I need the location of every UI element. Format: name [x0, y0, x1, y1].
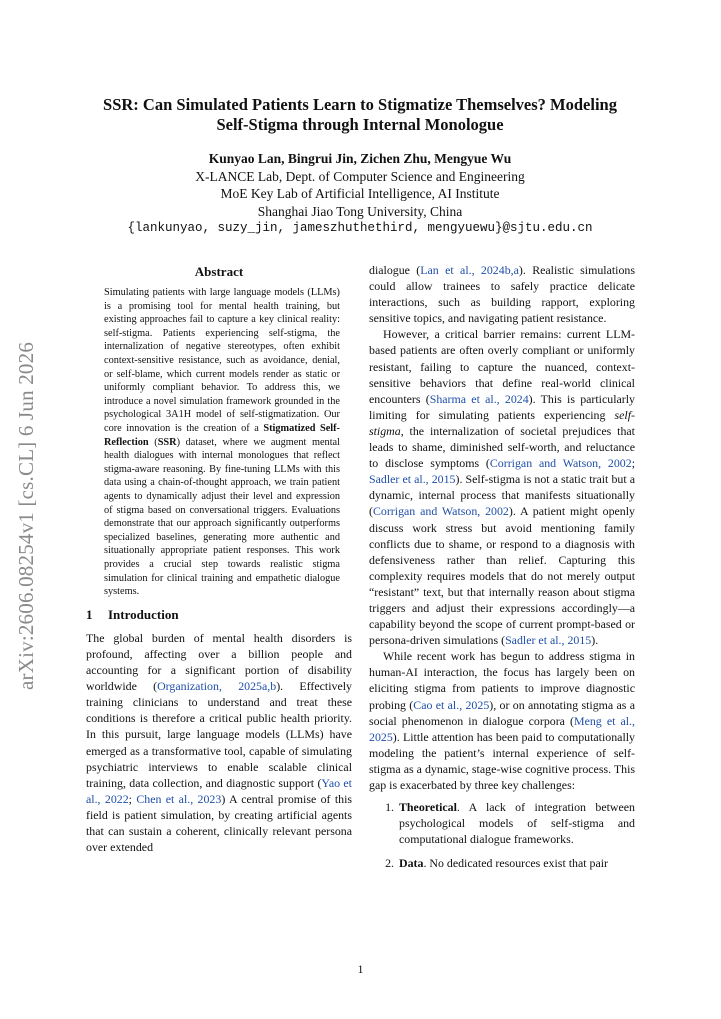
citation-link[interactable]: Corrigan and Watson, 2002: [489, 456, 632, 471]
abstract-body: Simulating patients with large language models (LLMs) is a promising tool for mental health training, but existing approaches fail to capture a key clinical reality: self-stigma. Patients experiencing self-stigma, the internalization of negative stereotypes, often exhibit context-sensitive resistance, such as avoidance, denial, or self-blame, which current models render as static or uniformly compliant behavior. To address this, we introduce a novel simulation framework grounded in the psychological 3A1H model of self-stigmatization. Our core innovation is the creation of a Stigmatized Self-Reflection (SSR) dataset, where we augment mental health dialogues with internal monologues that reflect stigma-aware reasoning. By fine-tuning LLMs with this data using a chain-of-thought approach, we train patient agents to dynamically adjust their level and expression of stigma based on conversational triggers. Evaluations demonstrate that our approach significantly outperforms specialized baselines, generating more authentic and situationally appropriate patient responses. This work provides a crucial step towards realistic stigma simulation for clinical training and empathetic dialogue systems.: [104, 287, 340, 598]
title-line-2: Self-Stigma through Internal Monologue: [216, 115, 504, 134]
left-column: [86, 262, 352, 855]
section-heading-introduction: 1 Introduction: [86, 606, 179, 622]
citation-link[interactable]: Organization, 2025a,b: [157, 679, 277, 694]
citation-link[interactable]: Cao et al., 2025: [413, 697, 490, 712]
citation-link[interactable]: Sadler et al., 2015: [369, 472, 456, 487]
dataset-acronym: SSR: [157, 436, 177, 448]
author-names: Kunyao Lan, Bingrui Jin, Zichen Zhu, Mengyue Wu: [208, 151, 512, 166]
intro-paragraph-1: The global burden of mental health disorders is profound, affecting over a billion people and accounting for a significant portion of disability worldwide (Organization, 2025a,b). Effectively training clinicians to understand and treat these conditions is therefore a critical public health priority. In this pursuit, large language models (LLMs) have emerged as a transformative tool, capable of simulating psychiatric interviews to enable scalable clinical training, data collection, and diagnostic support (Yao et al., 2022; Chen et al., 2023) A central promise of this field is patient simulation, by creating artificial agents that can sustain a coherent, clinically relevant persona over extended: [86, 630, 353, 855]
citation-link[interactable]: Lan et al., 2024b,a: [420, 263, 519, 277]
arxiv-identifier-stamp: arXiv:2606.08254v1 [cs.CL] 6 Jun 2026: [14, 341, 38, 690]
dataset-name: Stigmatized Self-Reflection: [104, 423, 340, 448]
right-paragraph-2: However, a critical barrier remains: current LLM-based patients are often overly compliant or uniformly resistant, failing to capture the nuanced, context-sensitive behaviors that define real-world clinical encounters (Sharma et al., 2024). This is particularly limiting for simulating patients experiencing self-stigma, the internalization of societal prejudices that leads to shame, diminished self-worth, and reluctance to disclose symptoms (Corrigan and Watson, 2002; Sadler et al., 2015). Self-stigma is not a static trait but a dynamic, internal process that manifests situationally (Corrigan and Watson, 2002). A patient might openly discuss work stress but avoid mentioning family conflicts due to shame, or respond to a diagnosis with defensiveness rather than relief. Capturing this complexity requires models that do not merely output “resistant” text, but that internally reason about stigma triggers and adjust their expressions accordingly—a capability beyond the scope of current prompt-based or persona-driven simulations (Sadler et al., 2015).: [369, 327, 635, 648]
challenge-list: [369, 799, 635, 871]
citation-link[interactable]: Sharma et al., 2024: [429, 391, 529, 406]
citation-link[interactable]: Meng et al., 2025: [369, 713, 635, 744]
author-block: [60, 150, 660, 238]
page-number: 1: [357, 962, 364, 976]
citation-link[interactable]: Yao et al., 2022: [86, 775, 352, 806]
citation-link[interactable]: Sadler et al., 2015: [505, 633, 592, 648]
title-line-1: SSR: Can Simulated Patients Learn to Stigmatize Themselves? Modeling: [103, 95, 617, 114]
citation-link[interactable]: Chen et al., 2023: [136, 791, 222, 806]
right-paragraph-3: While recent work has begun to address stigma in human-AI interaction, the focus has largely been on eliciting stigma from patients to improve diagnostic probing (Cao et al., 2025), or on annotating stigma as a social phenomenon in dialogue corpora (Meng et al., 2025). Little attention has been paid to computationally modeling the patient’s internal experience of self-stigma as a dynamic, stage-wise cognitive process. This gap is exacerbated by three key challenges:: [369, 649, 635, 792]
right-paragraph-1: dialogue (Lan et al., 2024b,a). Realistic simulations could allow trainees to safely practice delicate interactions, such as building rapport, exploring sensitive topics, and navigating patient resistance.: [369, 263, 635, 326]
affiliation-lab: X-LANCE Lab, Dept. of Computer Science and Engineering: [195, 168, 525, 184]
paper-title: [60, 95, 660, 135]
affiliation-university: Shanghai Jiao Tong University, China: [257, 203, 463, 219]
list-item: 2. Data. No dedicated resources exist that pair: [397, 855, 635, 871]
affiliation-moe: MoE Key Lab of Artificial Intelligence, AI Institute: [220, 186, 500, 201]
citation-link[interactable]: Corrigan and Watson, 2002: [372, 504, 509, 519]
abstract-heading: Abstract: [194, 264, 244, 279]
author-emails: {lankunyao, suzy_jin, jameszhuthethird, mengyuewu}@sjtu.edu.cn: [127, 221, 593, 235]
list-item: 1. Theoretical. A lack of integration between psychological models of self-stigma and computational dialogue frameworks.: [397, 799, 635, 847]
right-column: [369, 262, 635, 879]
